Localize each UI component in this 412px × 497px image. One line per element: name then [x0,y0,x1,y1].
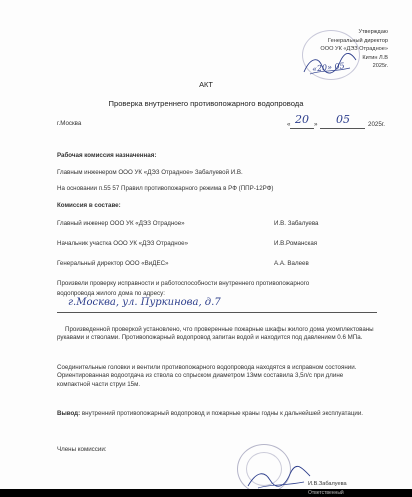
address-handwritten: г.Москва, ул. Пуркинова, д.7 [68,297,221,308]
member-role: Главный инженер ООО УК «ДЭЗ Отрадное» [57,220,185,227]
address-line [57,312,377,313]
bottom-bar-text: Ответственный [308,490,344,496]
date-year: 2025г. [368,121,385,128]
finding-paragraph-2: Соединительные головки и вентили противопожарного водопровода находятся в исправном состоянии. Ориентированная водоотдача из ствола со спрыском диаметром 13мм составила 3,5л/с при длине компактной части струи 15м. [57,364,357,388]
sign-name: И.В.Забалуева [308,481,347,487]
date-day: 20 [295,113,309,126]
commission-heading: Рабочая комиссия назначенная: [57,152,157,159]
document-title: АКТ [199,80,213,89]
date-open-quote: « [287,121,291,128]
conclusion [57,410,375,418]
approval-signature [300,50,360,80]
member-name: И.В. Забалуева [274,220,319,227]
approval-line-2: Генеральный директор [328,37,388,44]
conclusion-text: внутренний противопожарный водопровод и пожарные краны годны к дальнейшей эксплуатации. [80,410,363,417]
approval-line-5: 2025г. [372,63,388,70]
member-role: Генеральный директор ООО «ВиДЕС» [57,260,169,267]
chief-engineer-line: Главным инженером ООО УК «ДЭЗ Отрадное» Забалуевой И.В. [57,169,243,176]
member-name: И.В.Романская [274,240,318,247]
approval-hand-date: «20» 05 [311,61,346,74]
approval-line-1: Утверждаю [358,29,388,35]
inspection-line-1: Произвели проверку исправности и работоспособности внутреннего противопожарного [57,280,310,287]
conclusion-label: Вывод: [57,410,81,417]
city: г.Москва [57,120,82,127]
document-subtitle: Проверка внутреннего противопожарного водопровода [108,99,304,108]
members-heading: Комиссия в составе: [57,202,121,209]
basis-line: На основании п.55 57 Правил противопожарного режима в РФ (ППР-12РФ) [57,185,274,192]
member-name: А.А. Валеев [274,260,309,267]
date-month-line [320,128,365,129]
members-sign-label: Члены комиссии: [57,446,107,453]
bottom-signature [244,462,314,492]
finding-paragraph-1: Произведенной проверкой установлено, что проверенные пожарные шкафы жилого дома укомплектованы рукавами и стволами. Противопожарный водопровод запитан водой и находится под давлением 0.6 МПа. [57,326,374,342]
date-month: 05 [336,113,350,126]
approval-line-4: Китин Л.В [362,54,388,61]
date-close-quote: » [314,121,318,128]
bottom-bar [0,489,412,497]
approval-line-3: ООО УК «ДЭЗ Отрадное» [320,46,388,53]
member-role: Начальник участка ООО УК «ДЭЗ Отрадное» [57,240,189,247]
date-day-line [290,128,314,129]
inspection-line-2: водопровода жилого дома по адресу: [57,290,165,297]
